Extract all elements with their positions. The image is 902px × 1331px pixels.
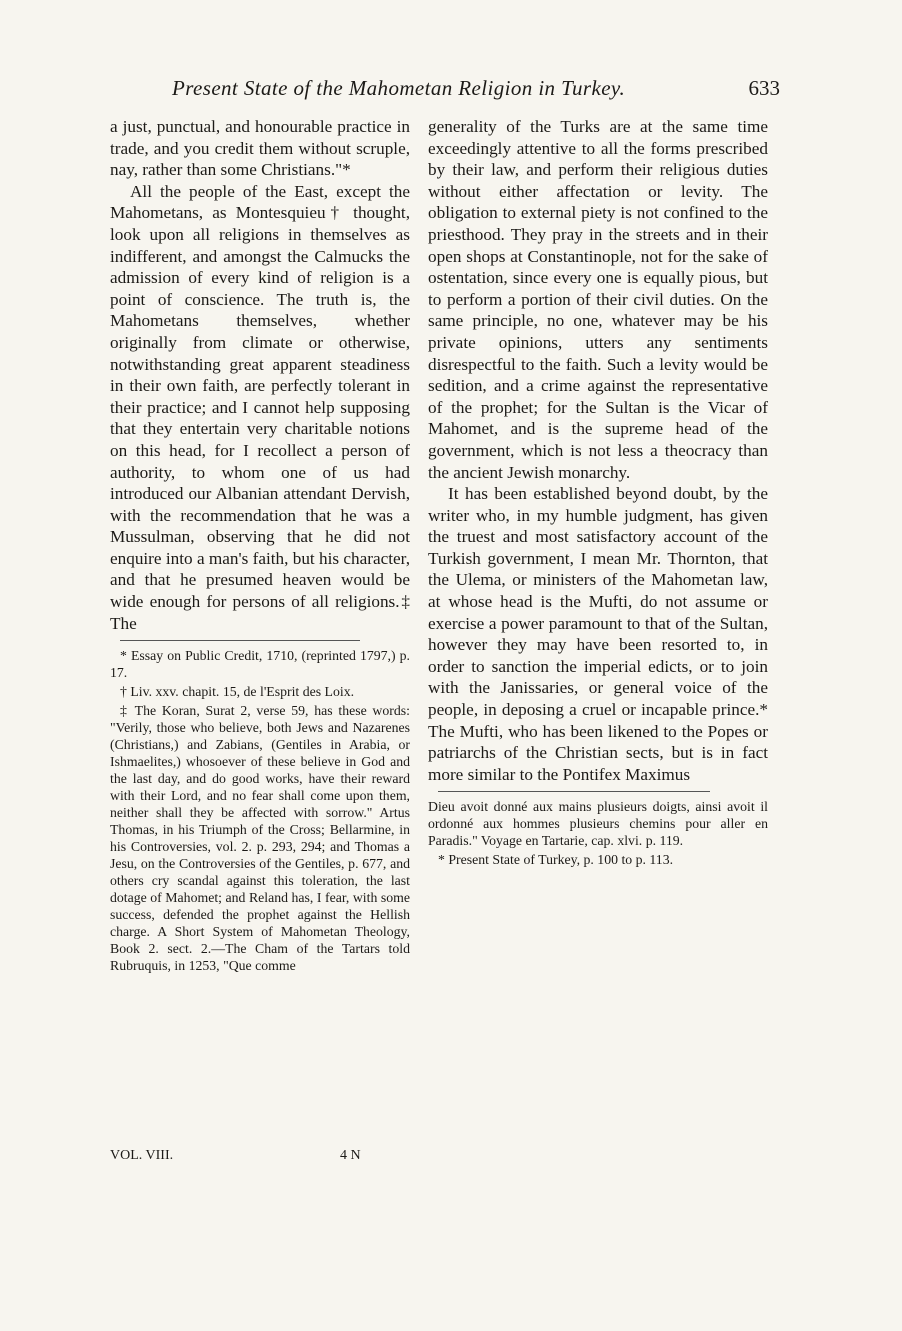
footnote: ‡ The Koran, Surat 2, verse 59, has these words: "Verily, those who believe, both Jews and Nazarenes (Christians,) and Zabians, (Gentiles in Arabia, or Ishmaelites,) whosoever of these believe in God and the last day, and do good works, have their reward with their Lord, and no fear shall come upon them, neither shall they be affected with sorrow." Artus Thomas, in his Triumph of the Cross; Bellarmine, in his Controversies, vol. 2. p. 293, 294; and Thomas a Jesu, on the Controversies of the Gentiles, p. 677, and others cry scandal against this toleration, the last dotage of Mahomet; and Reland has, I fear, with some success, defended the prophet against the Hellish charge. A Short System of Mahometan Theology, Book 2. sect. 2.—The Cham of the Tartars told Rubruquis, in 1253, "Que comme <box>110 703 410 974</box>
footnote: † Liv. xxv. chapit. 15, de l'Esprit des Loix. <box>120 684 355 700</box>
right-paragraph: It has been established beyond doubt, by the writer who, in my humble judgment, has given the truest and most satisfactory account of the Turkish government, I mean Mr. Thornton, that the Ulema, or ministers of the Mahometan law, at whose head is the Mufti, do not assume or exercise a power paramount to that of the Sultan, however they may have been resorted to, in order to sanction the imperial edicts, or to join with the Janissaries, or general voice of the people, in deposing a cruel or incapable prince.* The Mufti, who has been likened to the Popes or patriarchs of the Christian sects, but is in fact more similar to the Pontifex Maximus <box>428 484 768 784</box>
left-paragraph: All the people of the East, except the Mahometans, as Montesquieu† thought, look upon all religions in themselves as indifferent, and amongst the Calmucks the admission of every kind of religion is a point of conscience. The truth is, the Mahometans themselves, whether originally from climate or otherwise, notwithstanding great apparent steadiness in their own faith, are perfectly tolerant in their practice; and I cannot help supposing that they entertain very charitable notions on this head, for I recollect a person of authority, to whom one of us had introduced our Albanian attendant Dervish, with the recommendation that he was a Mussulman, observing that he did not enquire into a man's faith, but his character, and that he presumed heaven would be wide enough for persons of all religions.‡ The <box>110 181 410 633</box>
left-footnotes <box>110 647 410 974</box>
footnote-rule <box>120 640 360 641</box>
left-column <box>110 116 410 976</box>
footnote: * Present State of Turkey, p. 100 to p. 113. <box>438 852 674 868</box>
footnote: Dieu avoit donné aux mains plusieurs doigts, ainsi avoit il ordonné aux hommes plusieurs chemins pour aller en Paradis." Voyage en Tartarie, cap. xlvi. p. 119. <box>428 799 768 849</box>
right-paragraph: generality of the Turks are at the same time exceedingly attentive to all the forms prescribed by their law, and perform their religious duties without either affectation or levity. The obligation to external piety is not confined to the priesthood. They pray in the streets and in their open shops at Constantinople, not for the sake of ostentation, since every one is equally pious, but to perform a portion of their civil duties. On the same principle, no one, whatever may be his private opinions, utters any sentiments disrespectful to the faith. Such a levity would be sedition, and a crime against the representative of the prophet; for the Sultan is the Vicar of Mahomet, and is the supreme head of the government, which is not less a theocracy than the ancient Jewish monarchy. <box>428 117 768 482</box>
volume-label: VOL. VIII. <box>110 1148 174 1163</box>
running-title: Present State of the Mahometan Religion in Turkey. <box>172 76 626 100</box>
footnote-rule <box>438 791 710 792</box>
page-number: 633 <box>748 76 780 100</box>
right-footnotes <box>428 798 768 868</box>
left-paragraph: a just, punctual, and honourable practice in trade, and you credit them without scruple, nay, rather than some Christians."* <box>110 117 410 180</box>
footnote: * Essay on Public Credit, 1710, (reprinted 1797,) p. 17. <box>110 648 410 681</box>
page-header <box>140 76 780 106</box>
right-column <box>428 116 768 870</box>
signature-mark: 4 N <box>340 1148 361 1163</box>
